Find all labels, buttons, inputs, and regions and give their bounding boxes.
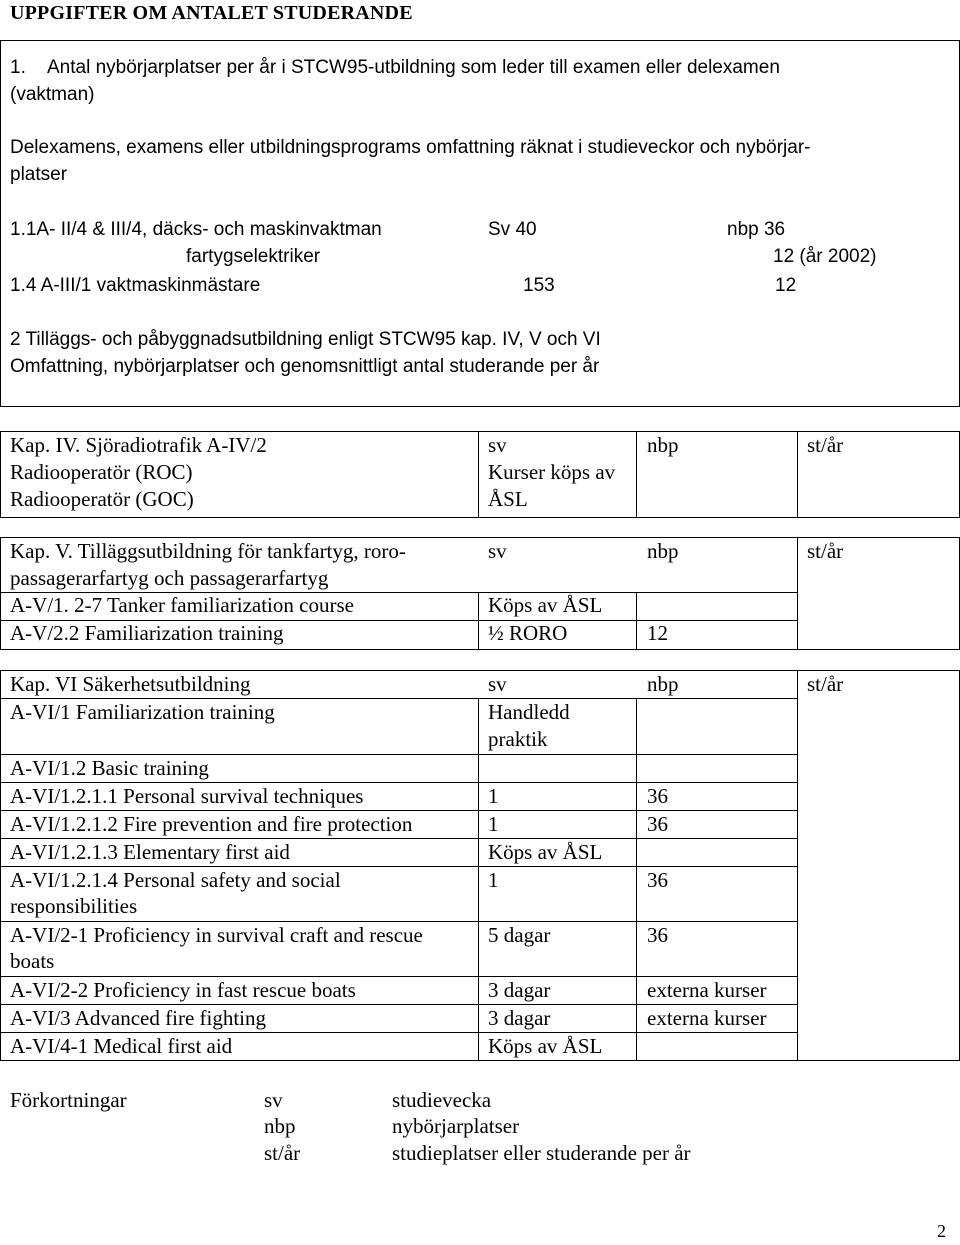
kap-6-row-label-cont: boats xyxy=(10,949,55,973)
kap-6-row-label: A-VI/1.2.1.3 Elementary first aid xyxy=(10,840,290,864)
kap-6-row-label: A-VI/3 Advanced fire fighting xyxy=(10,1006,267,1030)
abbreviation-meaning: nybörjarplatser xyxy=(392,1114,520,1138)
kap-6-row-nbp: externa kurser xyxy=(647,1006,767,1030)
kap-6-row-label: A-VI/1.2 Basic training xyxy=(10,756,209,780)
kap-4-title: Kap. IV. Sjöradiotrafik A-IV/2 xyxy=(10,433,267,457)
kap-6-row-sv: 3 dagar xyxy=(488,1006,551,1030)
kap-6-row-label: A-VI/2-1 Proficiency in survival craft and rescue xyxy=(10,923,423,947)
row-1-nbp: nbp 36 xyxy=(727,219,786,240)
kap-6-row-nbp: 36 xyxy=(647,923,668,947)
kap-4-sv-note-cont: ÅSL xyxy=(488,487,528,511)
kap-6-row-label: A-VI/2-2 Proficiency in fast rescue boats xyxy=(10,978,356,1002)
kap-5-row-sv: ½ RORO xyxy=(488,621,568,645)
kap-6-row-nbp: 36 xyxy=(647,812,668,836)
kap-5-title: Kap. V. Tilläggsutbildning för tankfartyg, roro- xyxy=(10,539,406,563)
kap-5-nbp-header: nbp xyxy=(647,539,679,563)
kap-4-nbp-header: nbp xyxy=(647,433,679,457)
abbreviation-term: sv xyxy=(264,1088,283,1112)
kap-5-row-label: A-V/2.2 Familiarization training xyxy=(10,621,284,645)
abbreviation-term: nbp xyxy=(264,1114,296,1138)
abbreviation-term: st/år xyxy=(264,1141,301,1165)
kap-6-title: Kap. VI Säkerhetsutbildning xyxy=(10,672,251,696)
kap-6-row-label: A-VI/1.2.1.4 Personal safety and social xyxy=(10,868,341,892)
kap-6-row-nbp: 36 xyxy=(647,784,668,808)
kap-6-row-sv: 3 dagar xyxy=(488,978,551,1002)
kap-6-row-sv-cont: praktik xyxy=(488,727,548,751)
kap-6-row-sv: 1 xyxy=(488,784,499,808)
kap-6-row-label: A-VI/1.2.1.2 Fire prevention and fire protection xyxy=(10,812,413,836)
kap-5-row-label: A-V/1. 2-7 Tanker familiarization course xyxy=(10,593,354,617)
kap-6-row-sv: 1 xyxy=(488,868,499,892)
section-2-subheading: Omfattning, nybörjarplatser och genomsnittligt antal studerande per år xyxy=(10,356,600,377)
row-1-label: 1.1A- II/4 & III/4, däcks- och maskinvaktman xyxy=(10,219,382,240)
kap-6-row-nbp: 36 xyxy=(647,868,668,892)
kap-4-roc: Radiooperatör (ROC) xyxy=(10,460,193,484)
page-number: 2 xyxy=(937,1221,946,1241)
kap-5-row-sv: Köps av ÅSL xyxy=(488,593,603,617)
kap-6-row-label: A-VI/4-1 Medical first aid xyxy=(10,1034,233,1058)
section-1-heading-cont: (vaktman) xyxy=(10,84,95,105)
abbreviation-meaning: studievecka xyxy=(392,1088,492,1112)
kap-5-row-nbp: 12 xyxy=(647,621,668,645)
kap-6-row-sv: Köps av ÅSL xyxy=(488,1034,603,1058)
row-2-sv: 153 xyxy=(523,275,555,296)
kap-4-goc: Radiooperatör (GOC) xyxy=(10,487,194,511)
kap-6-star-header: st/år xyxy=(807,672,844,696)
row-1-label-cont: fartygselektriker xyxy=(186,246,321,267)
page-title: UPPGIFTER OM ANTALET STUDERANDE xyxy=(10,2,413,24)
abbreviation-meaning: studieplatser eller studerande per år xyxy=(392,1141,691,1165)
kap-6-row-sv: 1 xyxy=(488,812,499,836)
kap-5-title-cont: passagerarfartyg och passagerarfartyg xyxy=(10,566,329,590)
row-2-nbp: 12 xyxy=(775,275,797,296)
kap-6-row-label: A-VI/1 Familiarization training xyxy=(10,700,275,724)
kap-6-row-sv: 5 dagar xyxy=(488,923,551,947)
kap-6-sv-header: sv xyxy=(488,672,507,696)
kap-5-sv-header: sv xyxy=(488,539,507,563)
section-1-heading: Antal nybörjarplatser per år i STCW95-utbildning som leder till examen eller delexamen xyxy=(47,57,780,78)
section-1-description-cont: platser xyxy=(10,164,68,185)
kap-4-star-header: st/år xyxy=(807,433,844,457)
kap-6-row-sv: Handledd xyxy=(488,700,570,724)
kap-6-row-nbp: externa kurser xyxy=(647,978,767,1002)
kap-6-nbp-header: nbp xyxy=(647,672,679,696)
section-2-heading: 2 Tilläggs- och påbyggnadsutbildning enligt STCW95 kap. IV, V och VI xyxy=(10,329,601,350)
kap-6-row-label-cont: responsibilities xyxy=(10,894,138,918)
row-1-nbp-2002: 12 (år 2002) xyxy=(773,246,877,267)
row-1-sv: Sv 40 xyxy=(488,219,537,240)
kap-6-row-sv: Köps av ÅSL xyxy=(488,840,603,864)
section-1-heading-number: 1. xyxy=(10,57,26,78)
kap-5-star-header: st/år xyxy=(807,539,844,563)
abbreviations-label: Förkortningar xyxy=(10,1088,127,1112)
kap-4-sv-header: sv xyxy=(488,433,507,457)
kap-4-sv-note: Kurser köps av xyxy=(488,460,616,484)
kap-6-row-label: A-VI/1.2.1.1 Personal survival techniques xyxy=(10,784,364,808)
section-1-description: Delexamens, examens eller utbildningsprograms omfattning räknat i studieveckor och nybörjar- xyxy=(10,137,811,158)
row-2-label: 1.4 A-III/1 vaktmaskinmästare xyxy=(10,275,261,296)
